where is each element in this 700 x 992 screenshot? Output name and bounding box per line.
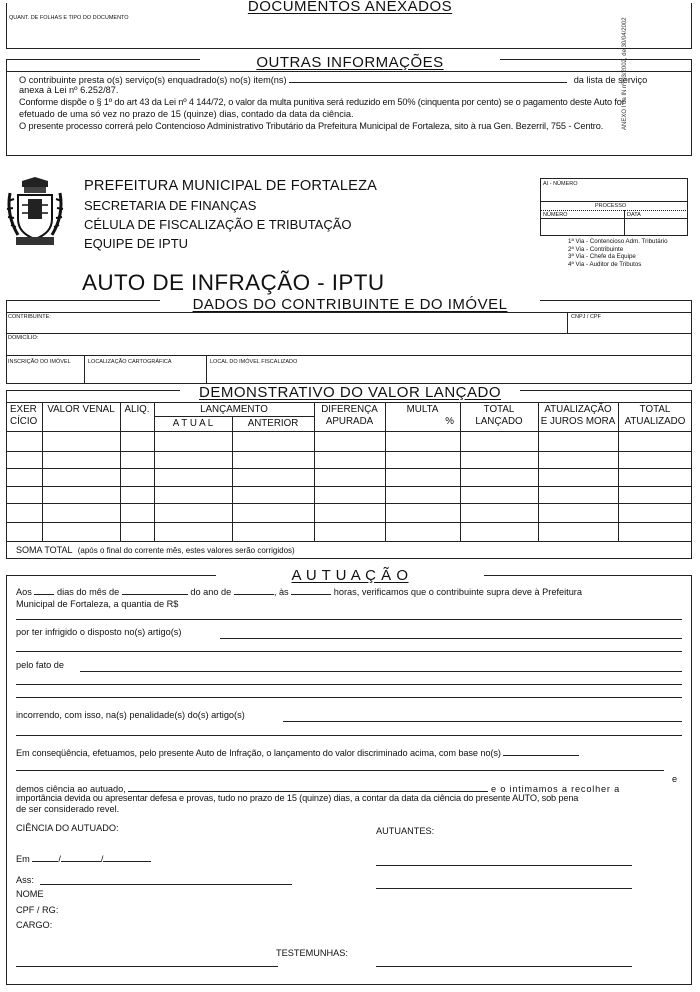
artigo-infringido-field[interactable] [220,638,682,639]
contribuinte-field[interactable]: CONTRIBUINTE: [8,314,51,320]
autuacao-title: A U T U A Ç Ã O [291,567,409,584]
em-date-line: Em / / [16,852,151,865]
ass-signature-field[interactable] [40,884,292,885]
hora-field[interactable] [291,585,331,595]
outras-title-rule [6,71,692,72]
table-row [6,541,692,542]
dia-field[interactable] [34,585,54,595]
outras-line-3: Conforme dispõe o § 1º do art 43 da Lei nº 4 144/72, o valor da multa punitiva será reduzido em 50% (cinquenta por cento) se o pagamento deste Auto for [19,97,625,107]
quant-folhas-field[interactable]: QUANT. DE FOLHAS E TIPO DO DOCUMENTO [9,15,129,21]
col-total-lancado: TOTAL LANÇADO [475,404,523,427]
col-exercicio: EXER CÍCIO [10,404,38,427]
col-valor-venal: VALOR VENAL [47,404,115,415]
processo-data-field[interactable]: DATA [627,212,641,218]
table-row [6,522,692,523]
main-title: AUTO DE INFRAÇÃO - IPTU [82,270,385,295]
table-row [6,468,692,469]
col-aliquota: ALIQ. [124,404,150,415]
via-4: 4ª Via - Auditor de Tributos [568,260,642,268]
coat-of-arms-logo [4,175,66,249]
col-anterior: ANTERIOR [247,418,299,429]
via-2: 2ª Via - Contribuinte [568,245,624,253]
table-row [6,486,692,487]
table-row [6,451,692,452]
processo-label: PROCESSO [595,203,627,209]
ass-label: Ass: [16,875,34,885]
documentos-anexados-title: DOCUMENTOS ANEXADOS [247,0,453,15]
e-label: e [672,774,678,784]
penalidade-field[interactable] [283,721,682,722]
em-ano-field[interactable] [103,852,151,862]
outras-line-2: anexa à Lei nº 6.252/87. [19,85,119,95]
inscricao-imovel-field[interactable]: INSCRIÇÃO DO IMÓVEL [8,359,71,365]
fato-field[interactable] [80,671,682,672]
ciencia-autuado-label: CIÊNCIA DO AUTUADO: [16,823,119,833]
data-ciencia-field[interactable] [128,782,488,792]
testemunhas-label: TESTEMUNHAS: [276,948,348,958]
ai-numero-field[interactable]: AI - NÚMERO [543,181,578,187]
outras-line-5: O presente processo correrá pelo Contencioso Administrativo Tributário da Prefeitura Municipal de Fortaleza, sito à rua Gen. Bezerril, 755 - Centro. [19,121,604,131]
cargo-label: CARGO: [16,920,53,930]
importancia-line: importância devida ou apresentar defesa e provas, tudo no prazo de 15 (quinze) dias, a contar da data da ciência do presente AUTO, sob pena [16,793,579,803]
col-lancamento: LANÇAMENTO [200,404,268,415]
autuante-2-signature[interactable] [376,888,632,889]
item-servico-field[interactable] [289,73,567,83]
col-total-atualizado: TOTAL ATUALIZADO [624,404,686,427]
col-atual: A T U A L [172,418,214,429]
em-mes-field[interactable] [61,852,101,862]
testemunha-1-signature[interactable] [16,966,278,967]
cnpj-cpf-field[interactable]: CNPJ / CPF [571,314,601,320]
col-atualizacao: ATUALIZAÇÃO E JUROS MORA [540,404,616,427]
soma-total-row [16,545,295,555]
ano-field[interactable] [234,585,274,595]
processo-numero-field[interactable]: NÚMERO [543,212,568,218]
local-imovel-field[interactable]: LOCAL DO IMÓVEL FISCALIZADO [210,359,298,365]
consequencia-line: Em conseqüência, efetuamos, pelo presente Auto de Infração, o lançamento do valor discriminado acima, com base no(s) [16,746,579,759]
em-dia-field[interactable] [32,852,58,862]
autuacao-line-1: Aos dias do mês de do ano de , às horas, verificamos que o contribuinte supra deve à Prefeitura [16,587,582,597]
testemunha-2-signature[interactable] [376,966,632,967]
autuante-1-signature[interactable] [376,865,632,866]
nome-label: NOME [16,889,44,899]
domicilio-field[interactable]: DOMICÍLIO: [8,335,39,341]
outras-line-1b: da lista de serviço [573,75,648,85]
quantia-field[interactable] [181,597,521,607]
incorrendo-label: incorrendo, com isso, na(s) penalidade(s) do(s) artigo(s) [16,710,245,720]
revel-line: de ser considerado revel. [16,804,120,814]
localizacao-cartografica-field[interactable]: LOCALIZAÇÃO CARTOGRÁFICA [88,359,172,365]
header-secretaria: SECRETARIA DE FINANÇAS [84,198,257,213]
vias-list [568,238,668,268]
infringido-label: por ter infrigido o disposto no(s) artigo(s) [16,627,182,637]
soma-total-note: (após o final do corrente mês, estes valores serão corrigidos) [77,546,295,555]
outras-line-1 [19,73,689,86]
via-3: 3ª Via - Chefe da Equipe [568,253,636,261]
outras-line-4: efetuado de uma só vez no prazo de 15 (quinze) dias, contado da data da ciência. [19,109,354,119]
col-diferenca: DIFERENÇA APURADA [321,404,378,427]
autuacao-line-2: Municipal de Fortaleza, a quantia de R$ [16,597,521,610]
cpf-rg-label: CPF / RG: [16,905,59,915]
col-multa: MULTA % [406,404,454,427]
demos-ciencia-line: demos ciência ao autuado, e o intimamos a recolher a [16,784,621,794]
mes-field[interactable] [122,585,188,595]
autuantes-label: AUTUANTES: [376,826,435,836]
soma-total-label: SOMA TOTAL [16,545,73,555]
outras-line-1a: O contribuinte presta o(s) serviço(s) enquadrado(s) no(s) item(ns) [19,75,287,85]
header-equipe: EQUIPE DE IPTU [84,236,189,251]
demonstrativo-title: DEMONSTRATIVO DO VALOR LANÇADO [180,384,520,401]
base-legal-field[interactable] [503,746,579,756]
side-note: ANEXO I da IN nº 03/2002, de 30/04/2002 [622,17,628,130]
outras-informacoes-title: OUTRAS INFORMAÇÕES [200,54,500,71]
table-row [6,503,692,504]
header-prefeitura: PREFEITURA MUNICIPAL DE FORTALEZA [84,178,378,194]
pelo-fato-label: pelo fato de [16,660,65,670]
dados-title: DADOS DO CONTRIBUINTE E DO IMÓVEL [160,296,540,313]
header-celula: CÉLULA DE FISCALIZAÇÃO E TRIBUTAÇÃO [84,217,352,232]
via-1: 1ª Via - Contencioso Adm. Tributário [568,238,668,245]
